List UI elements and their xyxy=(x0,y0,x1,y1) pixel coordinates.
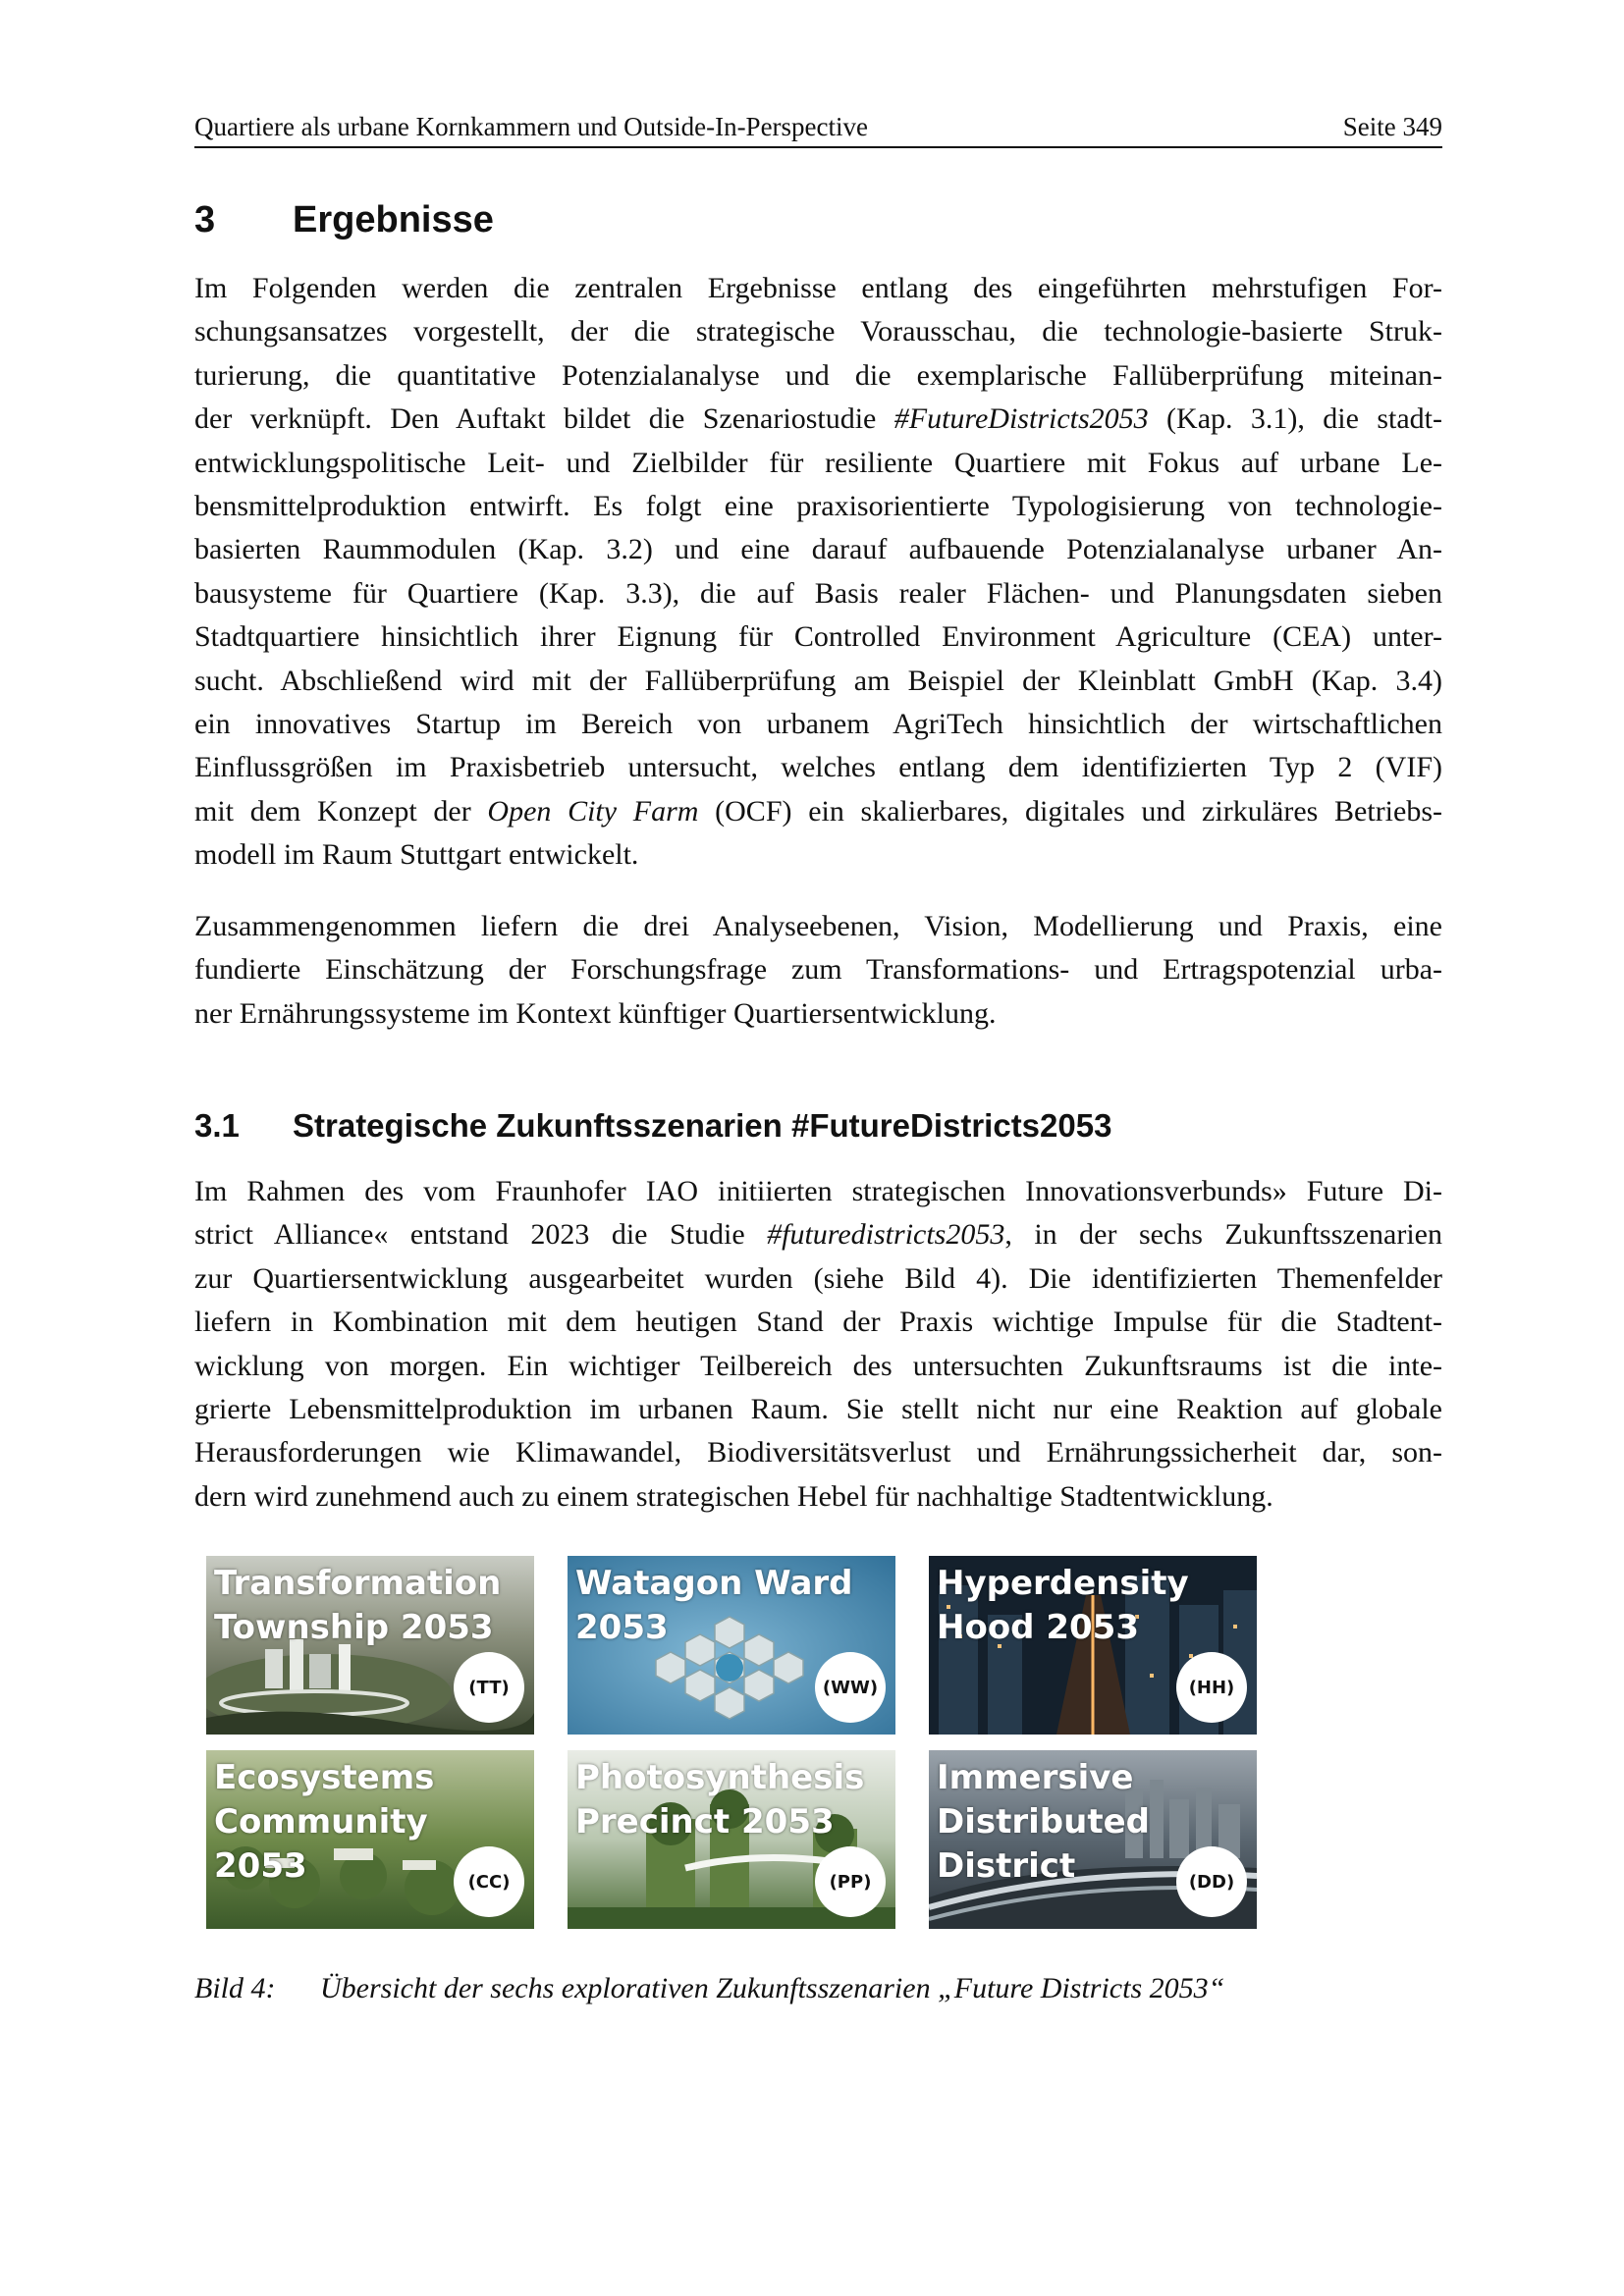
text-run: (Kap. 3.1), die stadt- xyxy=(1148,402,1442,436)
text-line: Herausforderungen wie Klimawandel, Biodiversitätsverlust und Ernährungssicherheit dar, son- xyxy=(194,1436,1442,1469)
text-line: grierte Lebensmittelproduktion im urbanen Raum. Sie stellt nicht nur eine Reaktion auf globale xyxy=(194,1393,1442,1426)
text-run: , in der sechs Zukunftsszenarien xyxy=(1004,1218,1442,1252)
chapter-heading xyxy=(194,196,494,243)
text-line: Im Rahmen des vom Fraunhofer IAO initiierten strategischen Innovationsverbunds» Future Di- xyxy=(194,1175,1442,1207)
text-line xyxy=(194,790,1442,833)
tile-badge: (DD) xyxy=(1176,1846,1247,1917)
tile-badge: (TT) xyxy=(454,1652,524,1723)
text-line xyxy=(194,1213,1442,1256)
text-line: Einflussgrößen im Praxisbetrieb untersucht, welches entlang dem identifizierten Typ 2 (VIF) xyxy=(194,751,1442,784)
tile-badge: (PP) xyxy=(815,1846,886,1917)
paragraph-intro xyxy=(194,267,1442,878)
tile-badge: (CC) xyxy=(454,1846,524,1917)
text-line: zur Quartiersentwicklung ausgearbeitet wurden (siehe Bild 4). Die identifizierten Themenfelder xyxy=(194,1261,1442,1295)
scenario-tile-ww xyxy=(568,1556,895,1735)
text-line: bensmittelproduktion entwirft. Es folgt eine praxisorientierte Typologisierung von technologie- xyxy=(194,490,1442,523)
tile-title: Hyperdensity Hood 2053 xyxy=(937,1564,1189,1647)
text-line: turierung, die quantitative Potenzialanalyse und die exemplarische Fallüberprüfung miteinan- xyxy=(194,358,1442,392)
text-line: entwicklungspolitische Leit- und Zielbilder für resiliente Quartiere mit Fokus auf urbane Le- xyxy=(194,446,1442,479)
running-header xyxy=(194,110,1442,148)
tile-title: Transformation Township 2053 xyxy=(214,1564,502,1647)
running-title: Quartiere als urbane Kornkammern und Outside-In-Perspective xyxy=(194,112,869,141)
text-line: Stadtquartiere hinsichtlich ihrer Eignung für Controlled Environment Agriculture (CEA) unter- xyxy=(194,620,1442,654)
text-line: Im Folgenden werden die zentralen Ergebnisse entlang des eingeführten mehrstufigen For- xyxy=(194,272,1442,304)
text-line: liefern in Kombination mit dem heutigen Stand der Praxis wichtige Impulse für die Stadtent- xyxy=(194,1306,1442,1339)
section-number: 3.1 xyxy=(194,1107,240,1144)
section-heading xyxy=(194,1104,1111,1148)
text-line: Zusammengenommen liefern die drei Analyseebenen, Vision, Modellierung und Praxis, eine xyxy=(194,910,1442,942)
scenario-tile-pp xyxy=(568,1750,895,1929)
text-run: strict Alliance« entstand 2023 die Studie xyxy=(194,1218,768,1252)
text-line: sucht. Abschließend wird mit der Fallüberprüfung am Beispiel der Kleinblatt GmbH (Kap. 3.4) xyxy=(194,664,1442,697)
study-name-italic: #FutureDistricts2053 xyxy=(893,402,1149,436)
scenario-tile-hh xyxy=(929,1556,1257,1735)
page-number: Seite 349 xyxy=(1342,112,1442,141)
text-line xyxy=(194,398,1442,441)
scenario-figure xyxy=(206,1556,1257,1929)
scenario-tile-cc xyxy=(206,1750,534,1929)
chapter-number: 3 xyxy=(194,199,216,240)
text-line: dern wird zunehmend auch zu einem strategischen Hebel für nachhaltige Stadtentwicklung. xyxy=(194,1479,1273,1513)
text-line: bausysteme für Quartiere (Kap. 3.3), die auf Basis realer Flächen- und Planungsdaten sieben xyxy=(194,576,1442,610)
tile-title: Watagon Ward 2053 xyxy=(575,1564,853,1647)
caption-text: Übersicht der sechs explorativen Zukunftsszenarien „Future Districts 2053“ xyxy=(320,1972,1225,2004)
text-line: ein innovatives Startup im Bereich von urbanem AgriTech hinsichtlich der wirtschaftlichen xyxy=(194,708,1442,741)
tile-title: Photosynthesis Precinct 2053 xyxy=(575,1758,865,1842)
caption-label: Bild 4: xyxy=(194,1972,276,2004)
figure-caption xyxy=(194,1969,1224,2008)
paragraph-summary xyxy=(194,905,1442,1036)
text-line: fundierte Einschätzung der Forschungsfrage zum Transformations- und Ertragspotenzial urba- xyxy=(194,953,1442,987)
ocf-italic: Open City Farm xyxy=(487,794,699,828)
tile-title: Immersive Distributed District xyxy=(937,1758,1150,1886)
text-run: der verknüpft. Den Auftakt bildet die Szenariostudie xyxy=(194,402,894,436)
tile-badge: (HH) xyxy=(1176,1652,1247,1723)
text-run: mit dem Konzept der xyxy=(194,794,488,828)
study-hashtag-italic: #futuredistricts2053 xyxy=(767,1218,1005,1252)
text-line: ner Ernährungssysteme im Kontext künftiger Quartiersentwicklung. xyxy=(194,996,997,1030)
scenario-tile-tt xyxy=(206,1556,534,1735)
tile-badge: (WW) xyxy=(815,1652,886,1723)
text-line: schungsansatzes vorgestellt, der die strategische Vorausschau, die technologie-basierte Struk- xyxy=(194,315,1442,348)
text-line: modell im Raum Stuttgart entwickelt. xyxy=(194,838,639,872)
tile-title: Ecosystems Community 2053 xyxy=(214,1758,435,1886)
text-run: (OCF) ein skalierbares, digitales und zirkuläres Betriebs- xyxy=(698,794,1443,828)
chapter-title: Ergebnisse xyxy=(293,199,494,240)
section-title: Strategische Zukunftsszenarien #FutureDistricts2053 xyxy=(293,1107,1112,1144)
paragraph-section xyxy=(194,1170,1442,1519)
text-line: basierten Raummodulen (Kap. 3.2) und eine darauf aufbauende Potenzialanalyse urbaner An- xyxy=(194,533,1442,566)
text-line: wicklung von morgen. Ein wichtiger Teilbereich des untersuchten Zukunftsraums ist die inte- xyxy=(194,1349,1442,1382)
scenario-tile-dd xyxy=(929,1750,1257,1929)
